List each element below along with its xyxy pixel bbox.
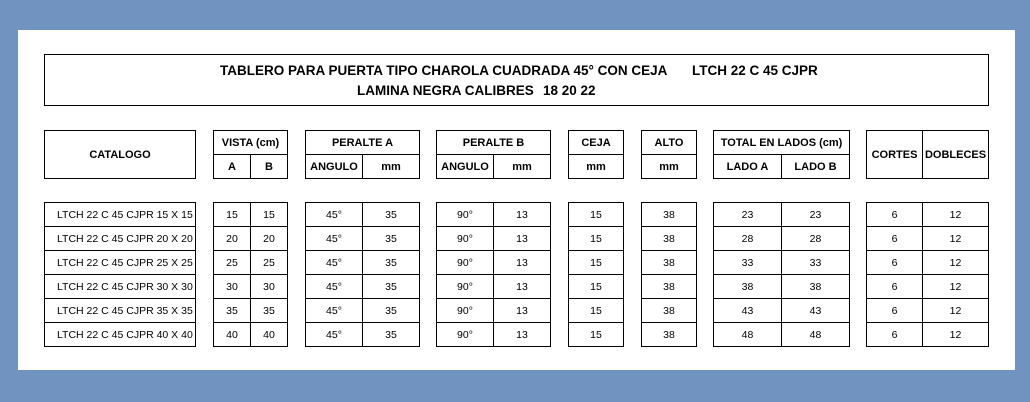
- dobleces-cell: 12: [923, 299, 989, 323]
- peralte-a-angulo-cell: 45°: [306, 251, 363, 275]
- document-sheet: [18, 30, 1015, 370]
- peralte-b-mm-cell: 13: [494, 299, 551, 323]
- table-row: [642, 227, 697, 251]
- peralte-a-mm-cell: 35: [363, 323, 420, 347]
- ceja-cell: 15: [569, 251, 624, 275]
- catalogo-cell: LTCH 22 C 45 CJPR 30 X 30: [45, 275, 196, 299]
- table-row: [642, 203, 697, 227]
- table-row: [45, 251, 196, 275]
- peralte-b-angulo-cell: 90°: [437, 203, 494, 227]
- header-peralte-a-angulo: ANGULO: [306, 155, 363, 179]
- header-cortes: CORTES: [867, 131, 923, 179]
- table-row: [714, 227, 850, 251]
- cortes-cell: 6: [867, 323, 923, 347]
- lado-a-cell: 23: [714, 203, 782, 227]
- table-row: [306, 251, 420, 275]
- header-vista-a: A: [214, 155, 251, 179]
- title-calibres: 18 20 22: [543, 83, 596, 98]
- table-row: [642, 299, 697, 323]
- lado-b-cell: 38: [782, 275, 850, 299]
- lado-b-cell: 43: [782, 299, 850, 323]
- title-line-2: LAMINA NEGRA CALIBRES: [357, 83, 534, 98]
- body-cortes-dobleces: [866, 202, 989, 347]
- ceja-cell: 15: [569, 275, 624, 299]
- lado-a-cell: 28: [714, 227, 782, 251]
- header-vista: [213, 130, 288, 179]
- header-vista-label: VISTA (cm): [214, 131, 288, 155]
- header-peralte-a: [305, 130, 420, 179]
- lado-b-cell: 28: [782, 227, 850, 251]
- catalogo-cell: LTCH 22 C 45 CJPR 15 X 15: [45, 203, 196, 227]
- peralte-a-mm-cell: 35: [363, 299, 420, 323]
- table-row: [642, 275, 697, 299]
- header-alto: [641, 130, 697, 179]
- table-row: [437, 203, 551, 227]
- header-catalogo-label: CATALOGO: [45, 131, 196, 179]
- vista-a-cell: 20: [214, 227, 251, 251]
- lado-a-cell: 43: [714, 299, 782, 323]
- cortes-cell: 6: [867, 203, 923, 227]
- cortes-cell: 6: [867, 227, 923, 251]
- alto-cell: 38: [642, 227, 697, 251]
- header-peralte-b: [436, 130, 551, 179]
- table-row: [214, 299, 288, 323]
- peralte-b-angulo-cell: 90°: [437, 299, 494, 323]
- lado-b-cell: 33: [782, 251, 850, 275]
- table-row: [642, 251, 697, 275]
- peralte-a-angulo-cell: 45°: [306, 275, 363, 299]
- title-box: [44, 54, 989, 106]
- catalogo-cell: LTCH 22 C 45 CJPR 25 X 25: [45, 251, 196, 275]
- table-row: [714, 275, 850, 299]
- cortes-cell: 6: [867, 275, 923, 299]
- table-row: [867, 275, 989, 299]
- vista-b-cell: 15: [251, 203, 288, 227]
- alto-cell: 38: [642, 251, 697, 275]
- lado-a-cell: 33: [714, 251, 782, 275]
- peralte-a-mm-cell: 35: [363, 275, 420, 299]
- table-row: [437, 227, 551, 251]
- header-vista-b: B: [251, 155, 288, 179]
- peralte-b-angulo-cell: 90°: [437, 251, 494, 275]
- body-catalogo: [44, 202, 196, 347]
- table-row: [45, 275, 196, 299]
- vista-a-cell: 15: [214, 203, 251, 227]
- table-row: [45, 299, 196, 323]
- peralte-a-angulo-cell: 45°: [306, 203, 363, 227]
- table-row: [306, 275, 420, 299]
- table-row: [714, 299, 850, 323]
- peralte-a-angulo-cell: 45°: [306, 227, 363, 251]
- peralte-b-angulo-cell: 90°: [437, 323, 494, 347]
- vista-b-cell: 25: [251, 251, 288, 275]
- peralte-a-mm-cell: 35: [363, 251, 420, 275]
- header-dobleces: DOBLECES: [923, 131, 989, 179]
- alto-cell: 38: [642, 275, 697, 299]
- header-cortes-dobleces: [866, 130, 989, 179]
- ceja-cell: 15: [569, 203, 624, 227]
- peralte-b-mm-cell: 13: [494, 203, 551, 227]
- lado-a-cell: 38: [714, 275, 782, 299]
- vista-a-cell: 40: [214, 323, 251, 347]
- peralte-b-mm-cell: 13: [494, 275, 551, 299]
- table-row: [569, 203, 624, 227]
- table-row: [714, 203, 850, 227]
- body-peralte-b: [436, 202, 551, 347]
- cortes-cell: 6: [867, 299, 923, 323]
- table-row: [45, 203, 196, 227]
- vista-a-cell: 25: [214, 251, 251, 275]
- table-row: [867, 203, 989, 227]
- table-row: [437, 299, 551, 323]
- dobleces-cell: 12: [923, 323, 989, 347]
- peralte-b-mm-cell: 13: [494, 323, 551, 347]
- table-row: [306, 227, 420, 251]
- catalogo-cell: LTCH 22 C 45 CJPR 35 X 35: [45, 299, 196, 323]
- ceja-cell: 15: [569, 299, 624, 323]
- table-row: [714, 251, 850, 275]
- title-code: LTCH 22 C 45 CJPR: [692, 63, 818, 78]
- table-row: [867, 299, 989, 323]
- peralte-b-mm-cell: 13: [494, 251, 551, 275]
- header-peralte-a-mm: mm: [363, 155, 420, 179]
- table-row: [45, 323, 196, 347]
- header-lado-b: LADO B: [782, 155, 850, 179]
- lado-a-cell: 48: [714, 323, 782, 347]
- header-ceja-label: CEJA: [569, 131, 624, 155]
- table-row: [569, 275, 624, 299]
- header-ceja: [568, 130, 624, 179]
- dobleces-cell: 12: [923, 227, 989, 251]
- table-row: [306, 323, 420, 347]
- vista-b-cell: 35: [251, 299, 288, 323]
- body-ceja: [568, 202, 624, 347]
- ceja-cell: 15: [569, 227, 624, 251]
- header-peralte-b-mm: mm: [494, 155, 551, 179]
- header-peralte-a-label: PERALTE A: [306, 131, 420, 155]
- table-row: [214, 251, 288, 275]
- dobleces-cell: 12: [923, 251, 989, 275]
- peralte-b-angulo-cell: 90°: [437, 275, 494, 299]
- body-peralte-a: [305, 202, 420, 347]
- header-catalogo: [44, 130, 196, 179]
- body-vista: [213, 202, 288, 347]
- table-row: [214, 323, 288, 347]
- table-row: [306, 203, 420, 227]
- table-row: [867, 227, 989, 251]
- dobleces-cell: 12: [923, 203, 989, 227]
- table-row: [569, 251, 624, 275]
- table-row: [437, 275, 551, 299]
- catalogo-cell: LTCH 22 C 45 CJPR 20 X 20: [45, 227, 196, 251]
- alto-cell: 38: [642, 299, 697, 323]
- vista-a-cell: 35: [214, 299, 251, 323]
- peralte-a-angulo-cell: 45°: [306, 299, 363, 323]
- vista-b-cell: 30: [251, 275, 288, 299]
- header-total: [713, 130, 850, 179]
- peralte-a-angulo-cell: 45°: [306, 323, 363, 347]
- dobleces-cell: 12: [923, 275, 989, 299]
- table-row: [867, 251, 989, 275]
- peralte-b-mm-cell: 13: [494, 227, 551, 251]
- table-row: [214, 275, 288, 299]
- table-row: [569, 227, 624, 251]
- alto-cell: 38: [642, 323, 697, 347]
- peralte-a-mm-cell: 35: [363, 227, 420, 251]
- vista-b-cell: 20: [251, 227, 288, 251]
- table-row: [714, 323, 850, 347]
- header-peralte-b-angulo: ANGULO: [437, 155, 494, 179]
- peralte-a-mm-cell: 35: [363, 203, 420, 227]
- ceja-cell: 15: [569, 323, 624, 347]
- peralte-b-angulo-cell: 90°: [437, 227, 494, 251]
- header-total-label: TOTAL EN LADOS (cm): [714, 131, 850, 155]
- lado-b-cell: 23: [782, 203, 850, 227]
- table-row: [214, 227, 288, 251]
- body-total: [713, 202, 850, 347]
- cortes-cell: 6: [867, 251, 923, 275]
- header-lado-a: LADO A: [714, 155, 782, 179]
- header-ceja-mm: mm: [569, 155, 624, 179]
- table-row: [569, 299, 624, 323]
- table-row: [867, 323, 989, 347]
- vista-b-cell: 40: [251, 323, 288, 347]
- header-alto-mm: mm: [642, 155, 697, 179]
- vista-a-cell: 30: [214, 275, 251, 299]
- header-alto-label: ALTO: [642, 131, 697, 155]
- lado-b-cell: 48: [782, 323, 850, 347]
- body-alto: [641, 202, 697, 347]
- alto-cell: 38: [642, 203, 697, 227]
- table-row: [642, 323, 697, 347]
- title-line-1: TABLERO PARA PUERTA TIPO CHAROLA CUADRADA 45° CON CEJA: [220, 63, 668, 78]
- table-row: [45, 227, 196, 251]
- table-row: [437, 251, 551, 275]
- table-row: [437, 323, 551, 347]
- catalogo-cell: LTCH 22 C 45 CJPR 40 X 40: [45, 323, 196, 347]
- header-peralte-b-label: PERALTE B: [437, 131, 551, 155]
- table-row: [569, 323, 624, 347]
- table-row: [306, 299, 420, 323]
- table-row: [214, 203, 288, 227]
